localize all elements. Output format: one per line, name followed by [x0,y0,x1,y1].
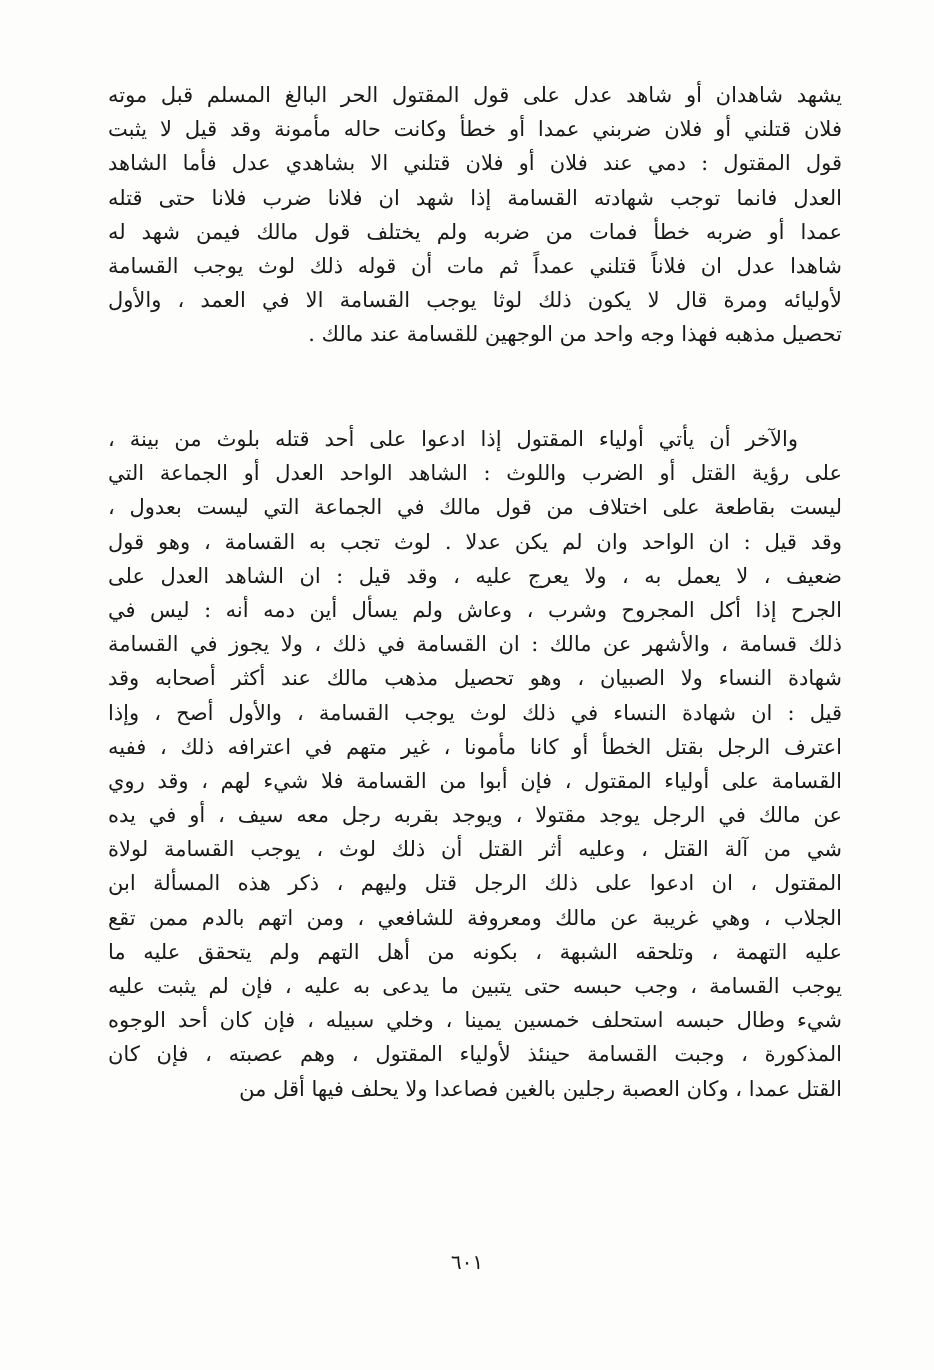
text-line: عمدا أو ضربه خطأ فمات من ضربه ولم يختلف قول مالك فيمن شهد له [108,219,842,244]
text-line: على رؤية القتل أو الضرب واللوث : الشاهد الواحد العدل أو الجماعة التي [108,461,842,486]
text-line: يوجب القسامة ، وجب حبسه حتى يتبين ما يدعى به عليه ، فإن لم يثبت عليه [108,974,842,998]
text-line: ضعيف ، لا يعمل به ، ولا يعرج عليه ، وقد قيل : ان الشاهد العدل على [108,563,842,588]
text-line: عن مالك في الرجل يوجد مقتولا ، ويوجد بقربه رجل معه سيف ، أو في يده [108,803,842,828]
paragraph-1 [108,78,842,352]
paragraph-2 [108,422,842,1106]
text-line: القسامة على أولياء المقتول ، فإن أبوا من القسامة فلا شيء لهم ، وقد روي [108,768,842,793]
text-line: فلان قتلني أو فلان ضربني عمدا أو خطأ وكانت حاله مأمونة وقد قيل لا يثبت [108,117,842,142]
text-line: شي من آلة القتل ، وعليه أثر القتل أن ذلك لوث ، يوجب القسامة لولاة [108,837,842,862]
text-line: قيل : ان شهادة النساء في ذلك لوث يوجب القسامة ، والأول أصح ، وإذا [108,700,842,725]
text-line: شاهدا عدل ان فلاناً قتلني عمداً ثم مات أن قوله ذلك لوث يوجب القسامة [108,253,842,278]
text-line: المقتول ، ان ادعوا على ذلك الرجل قتل وليهم ، ذكر هذه المسألة ابن [108,871,842,896]
text-line: القتل عمدا ، وكان العصبة رجلين بالغين فصاعدا ولا يحلف فيها أقل من [239,1076,842,1101]
text-line: اعترف الرجل بقتل الخطأ أو كانا مأمونا ، غير متهم في اعترافه ذلك ، ففيه [108,734,842,759]
text-line: المذكورة ، وجبت القسامة حينئذ لأولياء المقتول ، وهم عصبته ، فإن كان [108,1042,842,1067]
text-line: الجلاب ، وهي غريبة عن مالك ومعروفة للشافعي ، ومن اتهم بالدم ممن تقع [108,905,842,930]
text-line: وقد قيل : ان الواحد وان لم يكن عدلا . لوث تجب به القسامة ، وهو قول [108,529,842,554]
text-line: العدل فانما توجب شهادته القسامة إذا شهد ان فلانا ضرب فلانا حتى قتله [108,185,842,210]
text-line: قول المقتول : دمي عند فلان أو فلان قتلني الا بشاهدي عدل فأما الشاهد [108,151,842,176]
text-line: شيء وطال حبسه استحلف خمسين يمينا ، وخلي سبيله ، فإن كان أحد الوجوه [108,1008,842,1033]
text-line: تحصيل مذهبه فهذا وجه واحد من الوجهين للقسامة عند مالك . [308,322,842,347]
text-line: شهادة النساء ولا الصبيان ، وهو تحصيل مذهب مالك عند أكثر أصحابه وقد [108,666,842,691]
text-line: الجرح إذا أكل المجروح وشرب ، وعاش ولم يسأل أين دمه أنه : ليس في [108,597,842,622]
page-number: ٦٠١ [450,1250,484,1274]
text-line: لأوليائه ومرة قال لا يكون ذلك لوثا يوجب القسامة الا في العمد ، والأول [108,288,842,313]
text-line: يشهد شاهدان أو شاهد عدل على قول المقتول الحر البالغ المسلم قبل موته [108,83,842,107]
text-line: ذلك قسامة ، والأشهر عن مالك : ان القسامة في ذلك ، ولا يجوز في القسامة [108,632,842,657]
text-line: ليست بقاطعة على اختلاف من قول مالك في الجماعة التي ليست بعدول ، [108,495,842,520]
text-line: عليه التهمة ، وتلحقه الشبهة ، بكونه من أهل التهم ولم يتحقق عليه ما [108,939,842,964]
text-line: والآخر أن يأتي أولياء المقتول إذا ادعوا على أحد قتله بلوث من بينة ، [108,427,798,451]
